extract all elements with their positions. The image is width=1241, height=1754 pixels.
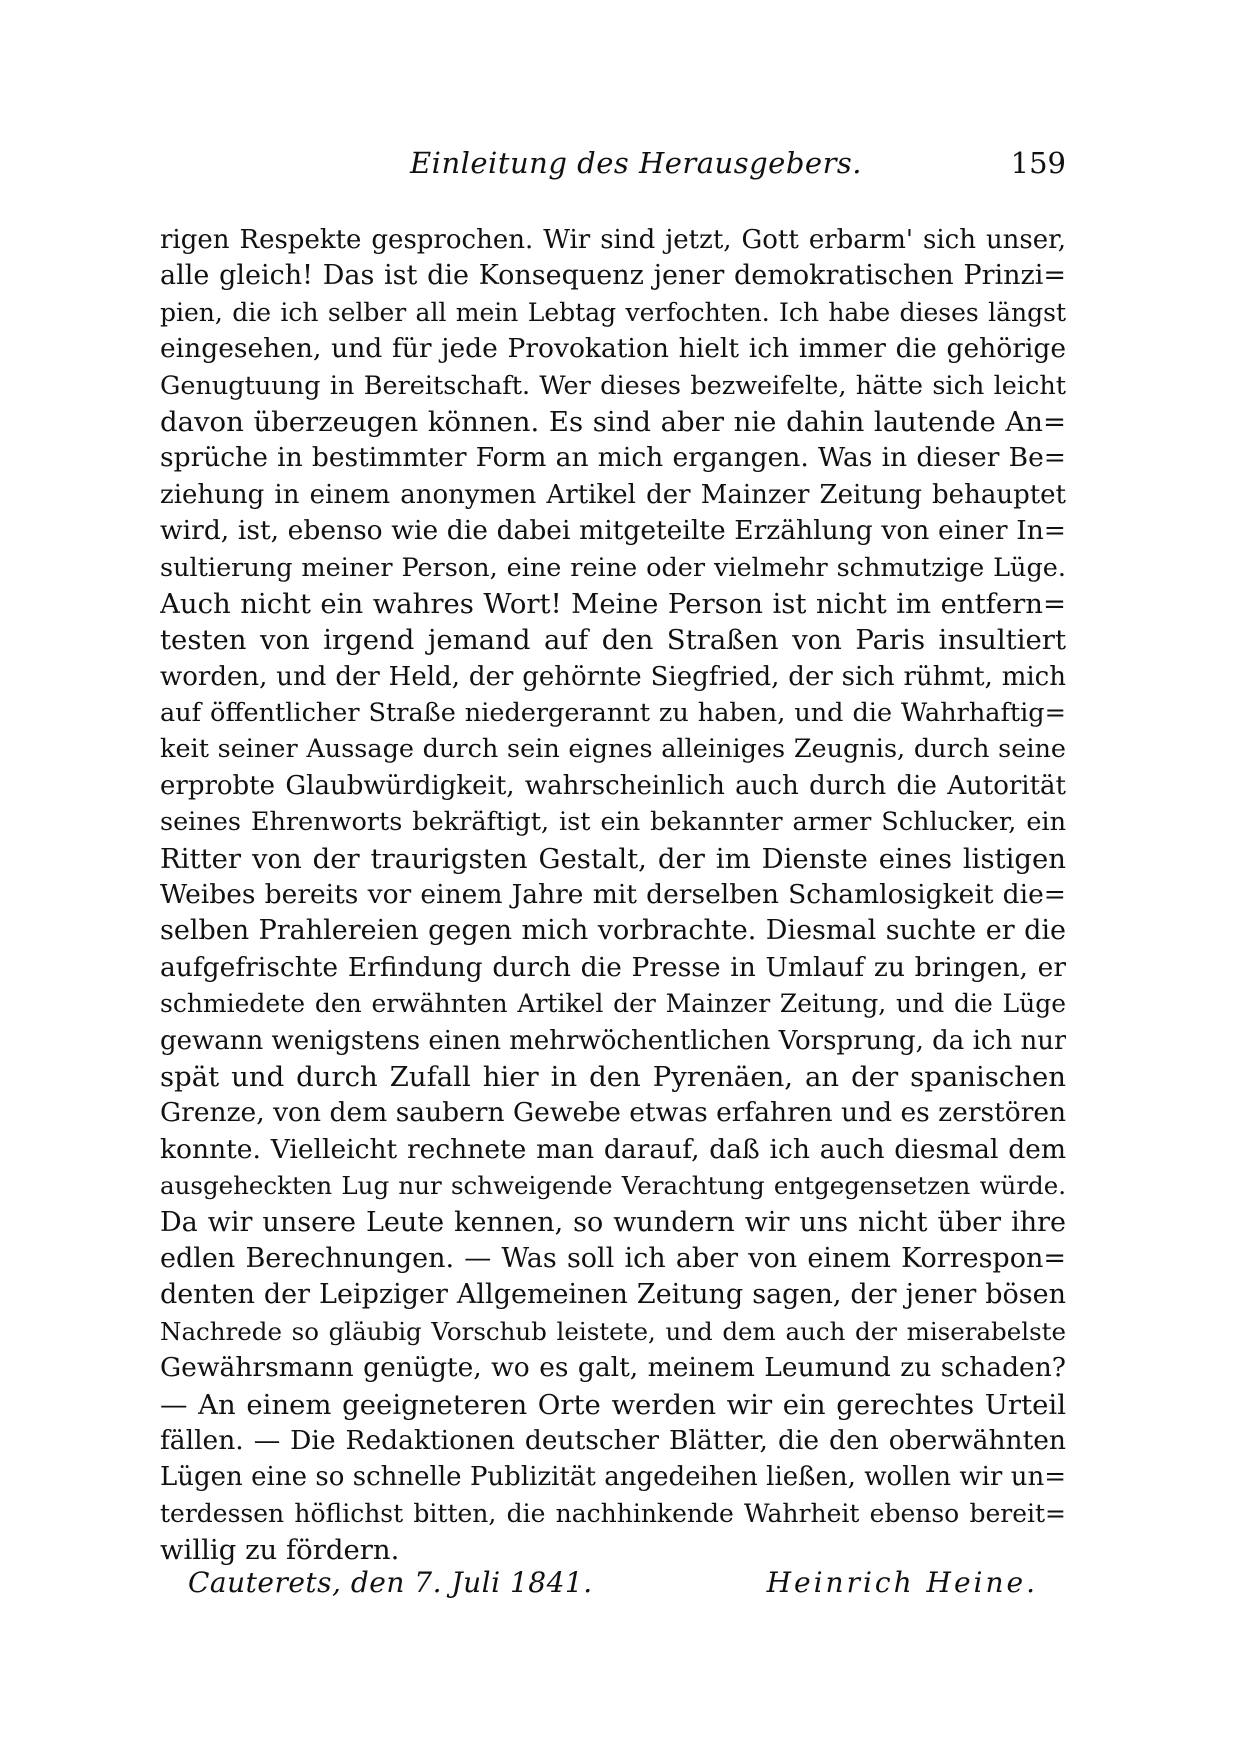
text-line: spät und durch Zufall hier in den Pyrenäen, an der spanischen bbox=[160, 1060, 1066, 1093]
text-line: sultierung meiner Person, eine reine oder vielmehr schmutzige Lüge. bbox=[160, 552, 1066, 583]
text-line: Ritter von der traurigsten Gestalt, der im Dienste eines listigen bbox=[160, 842, 1066, 875]
place-date: Cauterets, den 7. Juli 1841. bbox=[188, 1566, 593, 1599]
text-line: worden, und der Held, der gehörnte Siegfried, der sich rühmt, mich bbox=[160, 661, 1066, 692]
text-line: fällen. — Die Redaktionen deutscher Blätter, die den oberwähnten bbox=[160, 1424, 1066, 1456]
signature-line bbox=[188, 1566, 1038, 1610]
text-line: aufgefrischte Erfindung durch die Presse in Umlauf zu bringen, er bbox=[160, 951, 1066, 983]
text-line: Lügen eine so schnelle Publizität angedeihen ließen, wollen wir un= bbox=[160, 1462, 1066, 1493]
text-line: terdessen höflichst bitten, die nachhinkende Wahrheit ebenso bereit= bbox=[160, 1498, 1066, 1528]
body-text bbox=[160, 222, 1066, 1568]
text-line: — An einem geeigneteren Orte werden wir ein gerechtes Urteil bbox=[160, 1388, 1066, 1421]
text-line: sprüche in bestimmter Form an mich ergangen. Was in dieser Be= bbox=[160, 442, 1066, 474]
text-line: Da wir unsere Leute kennen, so wundern wir uns nicht über ihre bbox=[160, 1206, 1066, 1238]
text-line: wird, ist, ebenso wie die dabei mitgeteilte Erzählung von einer In= bbox=[160, 515, 1066, 547]
text-line: selben Prahlereien gegen mich vorbrachte. Diesmal suchte er die bbox=[160, 915, 1066, 947]
text-line: edlen Berechnungen. — Was soll ich aber von einem Korrespon= bbox=[160, 1242, 1066, 1274]
text-line: ziehung in einem anonymen Artikel der Mainzer Zeitung behauptet bbox=[160, 479, 1066, 510]
text-line: seines Ehrenworts bekräftigt, ist ein bekannter armer Schlucker, ein bbox=[160, 807, 1066, 838]
text-line: denten der Leipziger Allgemeinen Zeitung sagen, der jener bösen bbox=[160, 1279, 1066, 1311]
text-line: eingesehen, und für jede Provokation hielt ich immer die gehörige bbox=[160, 333, 1066, 365]
text-line: testen von irgend jemand auf den Straßen von Paris insultiert bbox=[160, 624, 1066, 657]
text-line: pien, die ich selber all mein Lebtag verfochten. Ich habe dieses längst bbox=[160, 297, 1066, 327]
text-line: Auch nicht ein wahres Wort! Meine Person ist nicht im entfern= bbox=[160, 587, 1066, 620]
author-name: Heinrich Heine. bbox=[766, 1566, 1038, 1599]
text-line: Gewährsmann genügte, wo es galt, meinem Leumund zu schaden? bbox=[160, 1352, 1066, 1384]
text-line: Weibes bereits vor einem Jahre mit derselben Schamlosigkeit die= bbox=[160, 879, 1066, 911]
text-line: Grenze, von dem saubern Gewebe etwas erfahren und es zerstören bbox=[160, 1097, 1066, 1129]
text-line: erprobte Glaubwürdigkeit, wahrscheinlich auch durch die Autorität bbox=[160, 770, 1066, 801]
text-line: davon überzeugen können. Es sind aber nie dahin lautende An= bbox=[160, 405, 1066, 438]
text-line: Genugtuung in Bereitschaft. Wer dieses bezweifelte, hätte sich leicht bbox=[160, 370, 1066, 401]
text-line: gewann wenigstens einen mehrwöchentlichen Vorsprung, da ich nur bbox=[160, 1025, 1066, 1056]
text-line: alle gleich! Das ist die Konsequenz jener demokratischen Prinzi= bbox=[160, 260, 1066, 292]
text-line-last: willig zu fördern. bbox=[160, 1534, 400, 1567]
text-line: Nachrede so gläubig Vorschub leistete, und dem auch der miserabelste bbox=[160, 1316, 1066, 1346]
text-line: keit seiner Aussage durch sein eignes alleiniges Zeugnis, durch seine bbox=[160, 734, 1066, 765]
text-line: ausgeheckten Lug nur schweigende Verachtung entgegensetzen würde. bbox=[160, 1171, 1066, 1201]
text-line: auf öffentlicher Straße niedergerannt zu haben, und die Wahrhaftig= bbox=[160, 698, 1066, 729]
page-number: 159 bbox=[1010, 146, 1066, 180]
text-line: konnte. Vielleicht rechnete man darauf, daß ich auch diesmal dem bbox=[160, 1133, 1066, 1165]
text-line: schmiedete den erwähnten Artikel der Mainzer Zeitung, und die Lüge bbox=[160, 989, 1066, 1019]
running-title: Einleitung des Herausgebers. bbox=[410, 146, 863, 180]
running-header bbox=[160, 146, 1066, 186]
text-line: rigen Respekte gesprochen. Wir sind jetzt, Gott erbarm' sich unser, bbox=[160, 225, 1066, 255]
